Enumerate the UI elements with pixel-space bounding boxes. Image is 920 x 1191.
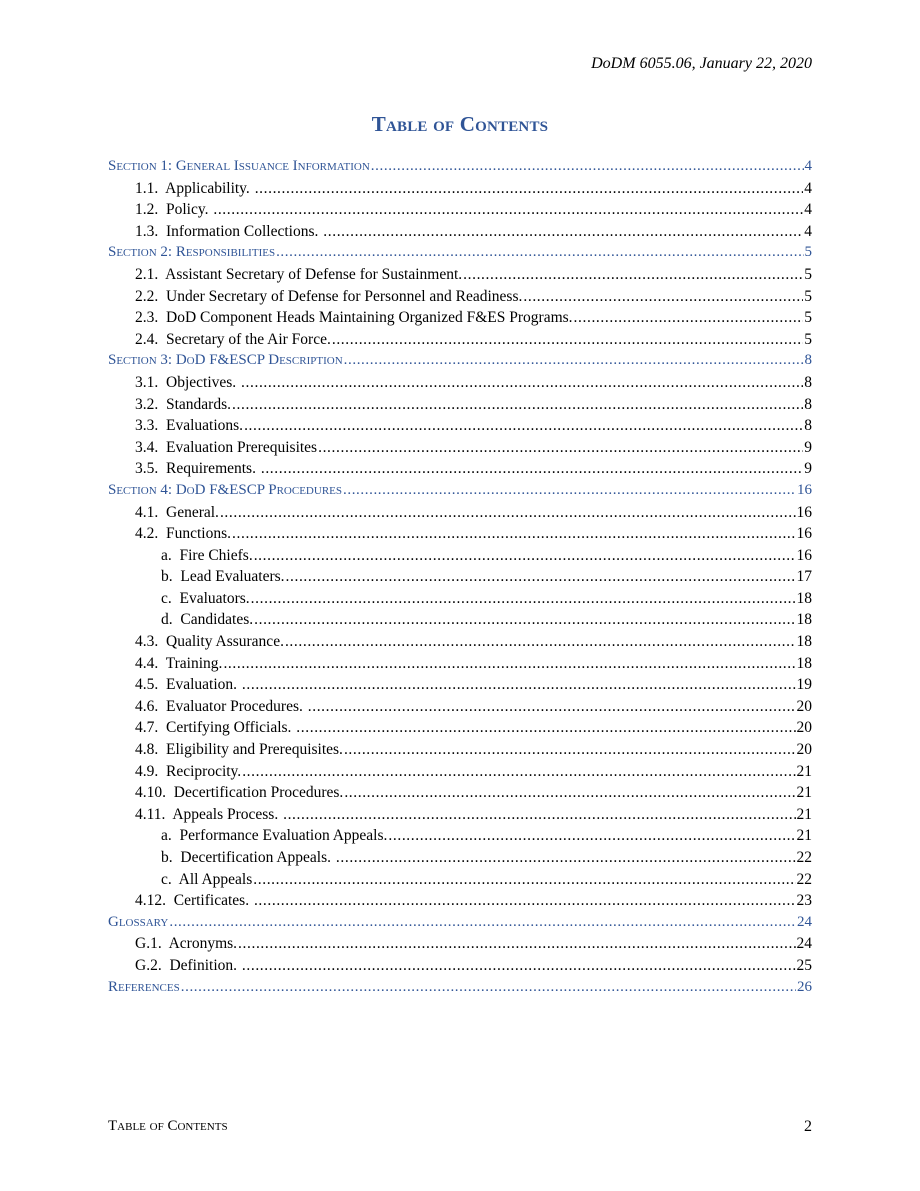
toc-entry-title: b. Lead Evaluaters.: [161, 568, 285, 586]
toc-page-number: 20: [796, 741, 812, 759]
toc-page-number: 8: [804, 352, 812, 369]
toc-entry[interactable]: [108, 933, 812, 955]
toc-entry-title: 3.1. Objectives.: [135, 373, 241, 391]
toc-page-number: 21: [796, 784, 812, 802]
toc-page-number: 5: [804, 244, 812, 261]
table-of-contents: [108, 156, 812, 998]
toc-page-number: 26: [797, 978, 812, 995]
toc-entry-title: Section 1: General Issuance Information: [108, 158, 370, 174]
toc-entry[interactable]: [108, 458, 812, 480]
toc-dot-leader: [255, 178, 804, 200]
toc-dot-leader: [223, 653, 795, 675]
toc-page-number: 18: [796, 611, 812, 629]
toc-dot-leader: [232, 523, 795, 545]
toc-dot-leader: [242, 761, 795, 783]
toc-entry-title: 2.3. DoD Component Heads Maintaining Organized F&ES Programs.: [135, 309, 573, 327]
toc-page-number: 24: [797, 913, 812, 930]
toc-dot-leader: [574, 307, 804, 329]
toc-entry[interactable]: [108, 307, 812, 329]
toc-entry[interactable]: [108, 782, 812, 804]
toc-dot-leader: [220, 502, 796, 524]
toc-entry-title: 4.6. Evaluator Procedures.: [135, 697, 307, 715]
toc-entry-title: 4.3. Quality Assurance.: [135, 633, 284, 651]
toc-entry[interactable]: [108, 631, 812, 653]
toc-entry-title: 2.1. Assistant Secretary of Defense for Sustainment.: [135, 265, 463, 283]
toc-dot-leader: [344, 739, 796, 761]
toc-section-entry[interactable]: [108, 977, 812, 999]
toc-entry-title: 4.2. Functions.: [135, 525, 232, 543]
toc-page-number: 23: [796, 892, 812, 910]
toc-dot-leader: [254, 609, 795, 631]
toc-dot-leader: [286, 566, 796, 588]
toc-page-number: 5: [804, 309, 812, 327]
toc-dot-leader: [254, 545, 796, 567]
toc-entry[interactable]: [108, 588, 812, 610]
toc-entry-title: Section 3: DoD F&ESCP Description: [108, 352, 343, 369]
toc-page-number: 4: [804, 201, 812, 219]
toc-entry-title: 4.12. Certificates.: [135, 892, 253, 910]
toc-entry-title: 3.2. Standards.: [135, 395, 232, 413]
toc-entry-title: 4.11. Appeals Process.: [135, 805, 283, 823]
toc-entry-title: Section 4: DoD F&ESCP Procedures: [108, 481, 342, 498]
toc-dot-leader: [283, 804, 795, 826]
toc-dot-leader: [332, 329, 803, 351]
toc-dot-leader: [523, 286, 803, 308]
toc-entry-title: a. Performance Evaluation Appeals.: [161, 827, 388, 845]
toc-page-number: 17: [796, 568, 812, 586]
toc-dot-leader: [344, 782, 795, 804]
toc-entry[interactable]: [108, 545, 812, 567]
toc-page-number: 8: [804, 417, 812, 435]
toc-dot-leader: [261, 458, 803, 480]
toc-entry[interactable]: [108, 890, 812, 912]
toc-dot-leader: [242, 955, 796, 977]
toc-entry-title: References: [108, 978, 180, 995]
toc-entry[interactable]: [108, 523, 812, 545]
toc-dot-leader: [336, 847, 796, 869]
toc-entry-title: 1.1. Applicability.: [135, 179, 254, 197]
toc-entry-title: 4.9. Reciprocity.: [135, 762, 242, 780]
toc-page-number: 9: [804, 438, 812, 456]
toc-page-number: 19: [796, 676, 812, 694]
toc-entry[interactable]: [108, 717, 812, 739]
toc-entry[interactable]: [108, 696, 812, 718]
toc-entry-title: 3.5. Requirements.: [135, 460, 260, 478]
page-title: Table of Contents: [371, 112, 549, 136]
toc-entry[interactable]: [108, 178, 812, 200]
toc-dot-leader: [388, 825, 795, 847]
toc-dot-leader: [241, 372, 803, 394]
toc-page-number: 8: [804, 395, 812, 413]
toc-entry[interactable]: [108, 739, 812, 761]
toc-dot-leader: [463, 264, 803, 286]
toc-dot-leader: [238, 933, 795, 955]
toc-page-number: 16: [796, 546, 812, 564]
toc-entry-title: G.1. Acronyms.: [135, 935, 238, 953]
toc-entry-title: a. Fire Chiefs.: [161, 546, 253, 564]
toc-entry[interactable]: [108, 847, 812, 869]
toc-entry-title: 4.4. Training.: [135, 654, 223, 672]
footer-section-title: Table of Contents: [108, 1118, 228, 1134]
toc-dot-leader: [343, 480, 796, 502]
toc-entry-title: 1.3. Information Collections.: [135, 222, 323, 240]
toc-entry[interactable]: [108, 329, 812, 351]
toc-page-number: 4: [804, 179, 812, 197]
toc-entry[interactable]: [108, 415, 812, 437]
toc-entry[interactable]: [108, 566, 812, 588]
toc-entry-title: b. Decertification Appeals.: [161, 849, 335, 866]
toc-dot-leader: [344, 350, 804, 372]
toc-page-number: 22: [796, 849, 812, 866]
toc-page-number: 20: [796, 697, 812, 715]
toc-entry-title: 2.2. Under Secretary of Defense for Personnel and Readiness.: [135, 287, 523, 305]
toc-entry-title: d. Candidates.: [161, 611, 254, 629]
toc-entry-title: 4.10. Decertification Procedures.: [135, 784, 344, 802]
toc-entry[interactable]: [108, 761, 812, 783]
toc-page-number: 4: [804, 222, 812, 240]
toc-dot-leader: [308, 696, 796, 718]
toc-page-number: 18: [796, 589, 812, 607]
toc-entry-title: Glossary: [108, 913, 169, 930]
toc-dot-leader: [318, 437, 803, 459]
toc-entry-title: Section 2: Responsibilities: [108, 244, 276, 261]
toc-section-entry[interactable]: [108, 156, 812, 178]
toc-entry[interactable]: [108, 264, 812, 286]
toc-entry[interactable]: [108, 825, 812, 847]
toc-page-number: 9: [804, 460, 812, 478]
toc-entry-title: 2.4. Secretary of the Air Force.: [135, 330, 331, 348]
toc-dot-leader: [296, 717, 795, 739]
toc-entry-title: 3.3. Evaluations.: [135, 417, 244, 435]
toc-section-entry[interactable]: [108, 242, 812, 264]
toc-page-number: 21: [796, 827, 812, 845]
toc-page-number: 16: [796, 503, 812, 521]
toc-page-number: 18: [796, 633, 812, 651]
toc-page-number: 4: [804, 158, 812, 174]
toc-entry-title: 4.7. Certifying Officials.: [135, 719, 296, 737]
footer-page-number: 2: [804, 1118, 812, 1135]
toc-dot-leader: [251, 588, 796, 610]
toc-section-entry[interactable]: [108, 480, 812, 502]
toc-page-number: 21: [796, 762, 812, 780]
toc-dot-leader: [323, 221, 803, 243]
toc-entry[interactable]: [108, 394, 812, 416]
toc-entry[interactable]: [108, 372, 812, 394]
toc-entry-title: c. Evaluators.: [161, 589, 250, 607]
toc-page-number: 25: [796, 956, 812, 974]
toc-dot-leader: [371, 156, 804, 178]
toc-page-number: 16: [797, 481, 812, 498]
toc-page-number: 5: [804, 287, 812, 305]
toc-entry[interactable]: [108, 955, 812, 977]
toc-dot-leader: [232, 394, 803, 416]
toc-entry[interactable]: [108, 502, 812, 524]
toc-dot-leader: [213, 199, 803, 221]
toc-page-number: 22: [796, 870, 812, 888]
toc-page-number: 8: [804, 373, 812, 391]
toc-dot-leader: [276, 242, 803, 264]
toc-dot-leader: [254, 890, 796, 912]
toc-entry-title: 4.8. Eligibility and Prerequisites.: [135, 741, 343, 759]
toc-page-number: 5: [804, 265, 812, 283]
toc-page-number: 16: [796, 525, 812, 543]
toc-entry[interactable]: [108, 674, 812, 696]
toc-entry[interactable]: [108, 869, 812, 891]
toc-section-entry[interactable]: [108, 912, 812, 934]
toc-entry-title: 4.1. General.: [135, 503, 219, 521]
toc-entry-title: c. All Appeals: [161, 870, 253, 888]
toc-entry-title: 3.4. Evaluation Prerequisites: [135, 438, 318, 456]
toc-page-number: 5: [804, 330, 812, 348]
toc-entry[interactable]: [108, 437, 812, 459]
toc-entry[interactable]: [108, 609, 812, 631]
toc-entry[interactable]: [108, 221, 812, 243]
toc-entry-title: 1.2. Policy.: [135, 201, 213, 219]
toc-dot-leader: [253, 869, 795, 891]
toc-dot-leader: [181, 977, 796, 999]
toc-entry[interactable]: [108, 286, 812, 308]
toc-dot-leader: [244, 415, 803, 437]
toc-section-entry[interactable]: [108, 350, 812, 372]
toc-page-number: 21: [796, 805, 812, 823]
document-reference: DoDM 6055.06, January 22, 2020: [591, 55, 812, 72]
toc-entry[interactable]: [108, 804, 812, 826]
toc-page-number: 24: [796, 935, 812, 953]
toc-dot-leader: [242, 674, 796, 696]
toc-page-number: 18: [796, 654, 812, 672]
toc-page-number: 20: [796, 719, 812, 737]
toc-entry-title: G.2. Definition.: [135, 956, 241, 974]
toc-dot-leader: [169, 912, 796, 934]
toc-entry[interactable]: [108, 199, 812, 221]
toc-entry-title: 4.5. Evaluation.: [135, 676, 241, 694]
toc-dot-leader: [285, 631, 796, 653]
toc-entry[interactable]: [108, 653, 812, 675]
